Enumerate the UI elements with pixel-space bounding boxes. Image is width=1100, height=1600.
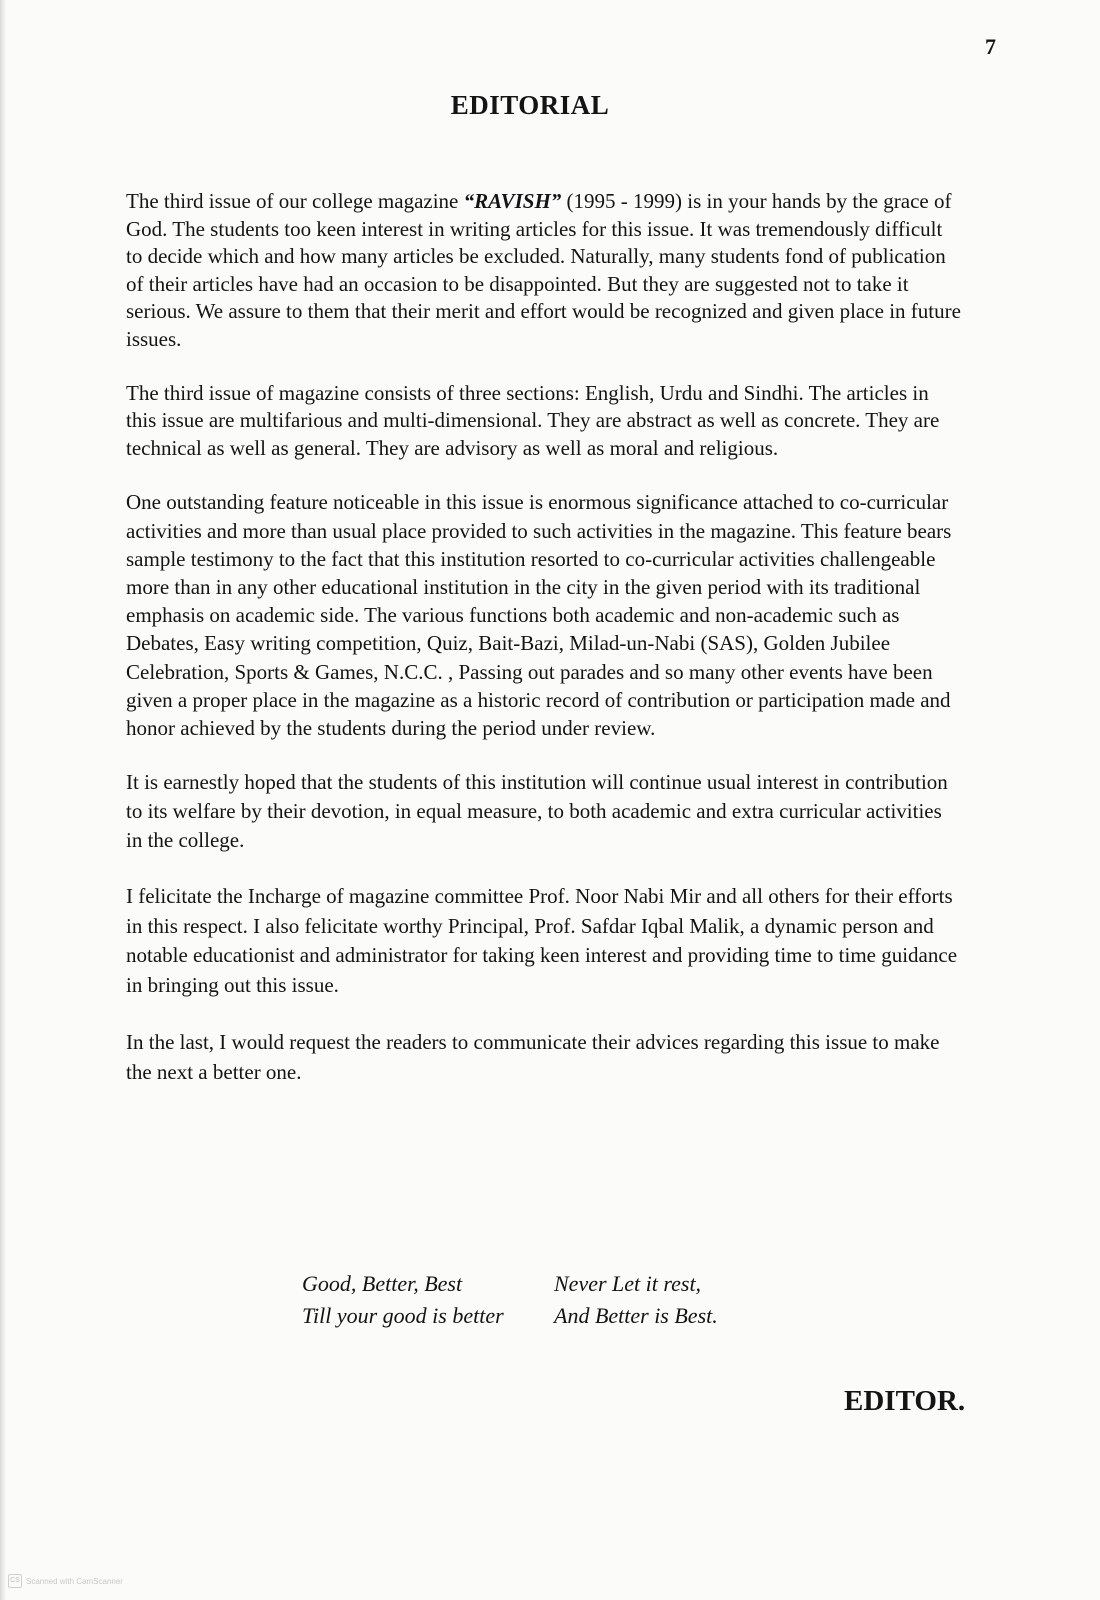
verse-line-2-right: And Better is Best. <box>554 1303 718 1328</box>
paragraph-6: In the last, I would request the readers to communicate their advices regarding this issue to make the next a better one. <box>126 1029 940 1084</box>
page-number: 7 <box>985 34 996 59</box>
editor-signature: EDITOR. <box>844 1385 966 1417</box>
magazine-name: “RAVISH” <box>463 189 562 213</box>
paragraph-1-rest: (1995 - 1999) is in your hands by the grace of God. The students too keen interest in writing articles for this issue. It was tremendously difficult to decide which and how many articles be excluded. Naturally, many students fond of publication of their articles have had an occasion to be disappointed. But they are suggested not to take it serious. We assure to them that their merit and effort would be recognized and given place in future issues. <box>126 189 961 351</box>
verse-line-2 <box>302 1300 718 1332</box>
verse-line-1-right: Never Let it rest, <box>554 1271 702 1296</box>
paragraph-2: The third issue of magazine consists of three sections: English, Urdu and Sindhi. The articles in this issue are multifarious and multi-dimensional. They are abstract as well as concrete. They are technical as well as general. They are advisory as well as moral and religious. <box>126 380 940 460</box>
paragraph-1-start: The third issue of our college magazine <box>126 189 464 213</box>
scan-edge-shadow <box>0 0 6 1600</box>
verse-line-1 <box>302 1268 718 1300</box>
paragraph-4: It is earnestly hoped that the students of this institution will continue usual interest in contribution to its welfare by their devotion, in equal measure, to both academic and extra curricular activities in the college. <box>126 770 948 853</box>
scanner-watermark <box>8 1574 123 1588</box>
camscanner-logo-icon: CS <box>8 1574 22 1588</box>
page-title: EDITORIAL <box>450 90 610 120</box>
paragraph-5: I felicitate the Incharge of magazine committee Prof. Noor Nabi Mir and all others for their efforts in this respect. I also felicitate worthy Principal, Prof. Safdar Iqbal Malik, a dynamic person and notable educationist and administrator for taking keen interest and providing time to time guidance in bringing out this issue. <box>126 884 958 997</box>
scanner-watermark-text: Scanned with CamScanner <box>26 1576 123 1586</box>
closing-verse <box>302 1268 718 1332</box>
paragraph-3: One outstanding feature noticeable in this issue is enormous significance attached to co-curricular activities and more than usual place provided to such activities in the magazine. This feature bears sample testimony to the fact that this institution resorted to co-curricular activities challengeable more than in any other educational institution in the city in the given period with its traditional emphasis on academic side. The various functions both academic and non-academic such as Debates, Easy writing competition, Quiz, Bait-Bazi, Milad-un-Nabi (SAS), Golden Jubilee Celebration, Sports & Games, N.C.C. , Passing out parades and so many other events have been given a proper place in the magazine as a historic record of contribution or participation made and honor achieved by the students during the period under review. <box>126 490 952 740</box>
editorial-body <box>126 188 961 1087</box>
verse-line-1-left: Good, Better, Best <box>302 1271 463 1296</box>
paragraph-1 <box>126 188 961 354</box>
verse-line-2-left: Till your good is better <box>302 1303 504 1328</box>
